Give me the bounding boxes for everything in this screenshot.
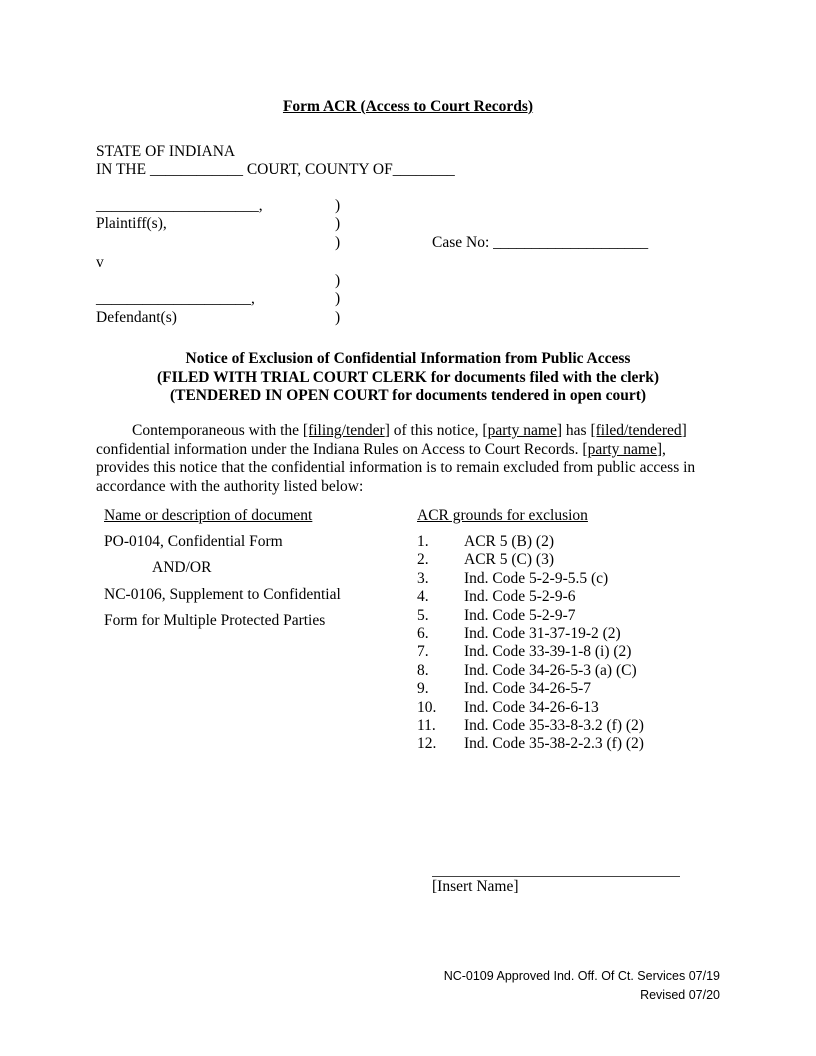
ground-number: 5.	[417, 607, 429, 624]
ground-number: 6.	[417, 625, 429, 642]
ground-citation: Ind. Code 31-37-19-2 (2)	[464, 625, 621, 642]
ground-number: 11.	[417, 717, 436, 734]
ground-number: 7.	[417, 643, 429, 660]
ground-citation: Ind. Code 5-2-9-6	[464, 588, 576, 605]
state-line: STATE OF INDIANA	[96, 143, 236, 160]
notice-paragraph: Contemporaneous with the [filing/tender] of this notice, [party name] has [filed/tendered] confidential information under the Indiana Rules on Access to Court Records. [party name], provides this notice that the confidential information is to remain excluded from public access in accordance with the authority listed below:	[96, 422, 696, 496]
ground-number: 3.	[417, 570, 429, 587]
notice-subheading-filed: (FILED WITH TRIAL COURT CLERK for documents filed with the clerk)	[156, 369, 660, 386]
ground-number: 12.	[417, 735, 437, 752]
notice-subheading-tendered: (TENDERED IN OPEN COURT for documents tendered in open court)	[169, 387, 647, 404]
caption-paren: )	[335, 272, 341, 289]
caption-paren: )	[335, 215, 341, 232]
ground-number: 9.	[417, 680, 429, 697]
documents-column-header: Name or description of document	[104, 507, 313, 524]
ground-citation: ACR 5 (C) (3)	[464, 551, 554, 568]
document-item: NC-0106, Supplement to Confidential	[104, 586, 341, 603]
filing-tender-placeholder: [filing/tender	[302, 422, 385, 439]
ground-number: 8.	[417, 662, 429, 679]
ground-citation: Ind. Code 34-26-5-7	[464, 680, 591, 697]
and-or-label: AND/OR	[152, 559, 212, 576]
ground-number: 4.	[417, 588, 429, 605]
notice-heading: Notice of Exclusion of Confidential Information from Public Access	[185, 350, 631, 367]
grounds-column-header: ACR grounds for exclusion	[417, 507, 588, 524]
party-name-placeholder: [party name	[482, 422, 557, 439]
caption-paren: )	[335, 309, 341, 326]
ground-citation: Ind. Code 35-33-8-3.2 (f) (2)	[464, 717, 644, 734]
ground-citation: ACR 5 (B) (2)	[464, 533, 554, 550]
document-item-continued: Form for Multiple Protected Parties	[104, 612, 326, 629]
ground-citation: Ind. Code 35-38-2-2.3 (f) (2)	[464, 735, 644, 752]
ground-citation: Ind. Code 34-26-6-13	[464, 699, 599, 716]
footer-form-number: NC-0109 Approved Ind. Off. Of Ct. Services 07/19	[443, 969, 720, 983]
ground-number: 10.	[417, 699, 437, 716]
party-name-placeholder: [party name	[582, 440, 657, 458]
filed-tendered-placeholder: [filed/tendered	[590, 422, 682, 439]
case-number-field: Case No: ____________________	[432, 234, 649, 251]
plaintiff-name-blank: _____________________,	[96, 197, 263, 214]
signature-line	[432, 876, 680, 877]
court-county-line: IN THE ____________ COURT, COUNTY OF________	[96, 161, 455, 178]
ground-citation: Ind. Code 5-2-9-5.5 (c)	[464, 570, 609, 587]
caption-paren: )	[335, 197, 341, 214]
defendant-name-blank: ____________________,	[96, 290, 255, 307]
ground-citation: Ind. Code 5-2-9-7	[464, 607, 576, 624]
plaintiff-label: Plaintiff(s),	[96, 215, 167, 232]
ground-citation: Ind. Code 34-26-5-3 (a) (C)	[464, 662, 637, 679]
caption-paren: )	[335, 234, 341, 251]
signer-name: [Insert Name]	[432, 878, 519, 895]
footer-revision: Revised 07/20	[640, 988, 720, 1002]
form-title: Form ACR (Access to Court Records)	[282, 98, 534, 115]
defendant-label: Defendant(s)	[96, 309, 177, 326]
caption-paren: )	[335, 290, 341, 307]
document-item: PO-0104, Confidential Form	[104, 533, 283, 550]
versus-label: v	[96, 254, 104, 271]
ground-number: 2.	[417, 551, 429, 568]
ground-number: 1.	[417, 533, 429, 550]
ground-citation: Ind. Code 33-39-1-8 (i) (2)	[464, 643, 632, 660]
